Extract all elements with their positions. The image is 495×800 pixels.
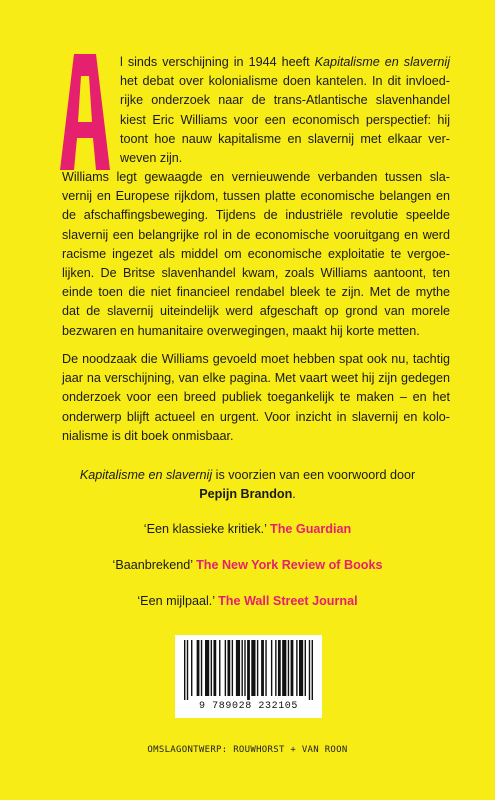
dropcap-letter [60, 54, 110, 170]
barcode-bar [278, 640, 281, 696]
barcode-bar [213, 640, 216, 696]
barcode-bar [201, 640, 202, 696]
review-source: The Guardian [270, 522, 352, 536]
review-quote: ‘Baanbrekend’ The New York Review of Books [112, 558, 383, 572]
barcode-bar [241, 640, 242, 696]
review-quote: ‘Een mijlpaal.’ The Wall Street Journal [137, 594, 358, 608]
foreword-note: Kapitalisme en slavernij is voorzien van een voorwoord door Pepijn Brandon. [79, 468, 416, 501]
body-paragraph-williams: Williams legt gewaagde en vernieuwende verbanden tussen sla- vernij en Europese rijkdom, tussen platte economische belangen en de afschaffingsbeweging. Tijdens de industriële revolutie speelde slavernij een belangrijke rol in de economische vooruitgang en werd racisme ingezet als middel om economische exploitatie te vergoe- lijken. De Britse slavenhandel kwam, zoals Williams aantoont, ten einde toen die niet financieel rendabel bleek te zijn. Met de mythe dat de slavernij uiteindelijk werd afgeschaft op grond van morele bezwaren en humanitaire overwegingen, maakt hij korte metten. [62, 170, 450, 338]
barcode-bar [232, 640, 233, 696]
barcode-bar [184, 640, 185, 700]
review-quote: ‘Een klassieke kritiek.’ The Guardian [143, 522, 352, 536]
barcode-bar [244, 640, 245, 696]
barcode-bar [225, 640, 226, 696]
barcode-bar [296, 640, 297, 696]
barcode-bar [265, 640, 266, 696]
barcode-bar [282, 640, 286, 696]
barcode-bar [219, 640, 220, 696]
barcode-bar [305, 640, 306, 696]
review-source: The New York Review of Books [196, 558, 383, 572]
barcode-bar [271, 640, 272, 696]
intro-paragraph: l sinds verschijning in 1944 heeft Kapitalisme en slavernij het debat over kolonialisme doen kantelen. In dit invloed- rijke onderzoek naar de trans-Atlantische slavenhandel kiest Eric Williams voor een economisch perspectief: hij toont hoe nauw kapitalisme en slavernij met elkaar ver- weven zijn. [120, 55, 450, 166]
barcode-bar [251, 640, 255, 696]
barcode-bar [211, 640, 212, 696]
barcode-bar [291, 640, 294, 696]
book-title-italic: Kapitalisme en slavernij [314, 55, 450, 69]
cover-design-credit: OMSLAGONTWERP: ROUWHORST + VAN ROON [147, 745, 348, 755]
barcode-bar [309, 640, 310, 700]
barcode-bar [288, 640, 289, 696]
review-source: The Wall Street Journal [218, 594, 358, 608]
isbn-number: 9 789028 232105 [198, 701, 298, 712]
barcode-bar [205, 640, 209, 696]
foreword-author: Pepijn Brandon [199, 487, 293, 501]
barcode-bar [312, 640, 313, 700]
barcode-bar [227, 640, 230, 696]
barcode-bars [184, 640, 313, 700]
barcode [175, 635, 322, 718]
body-paragraph-urgency: De noodzaak die Williams gevoeld moet hebben spat ook nu, tachtig jaar na verschijning, van elke pagina. Met vaart weet hij zijn gedegen onderzoek voor een breed publiek toegankelijk te maken – en het onderwerp blijft actueel en urgent. Voor inzicht in slavernij en kolo- nialisme is dit boek onmisbaar. [62, 352, 450, 443]
barcode-bar [299, 640, 303, 696]
barcode-bar [257, 640, 258, 696]
barcode-bar [247, 640, 250, 700]
barcode-bar [275, 640, 276, 696]
barcode-bar [261, 640, 264, 696]
barcode-bar [191, 640, 192, 696]
barcode-bar [197, 640, 200, 696]
barcode-bar [236, 640, 240, 696]
barcode-bar [187, 640, 188, 700]
